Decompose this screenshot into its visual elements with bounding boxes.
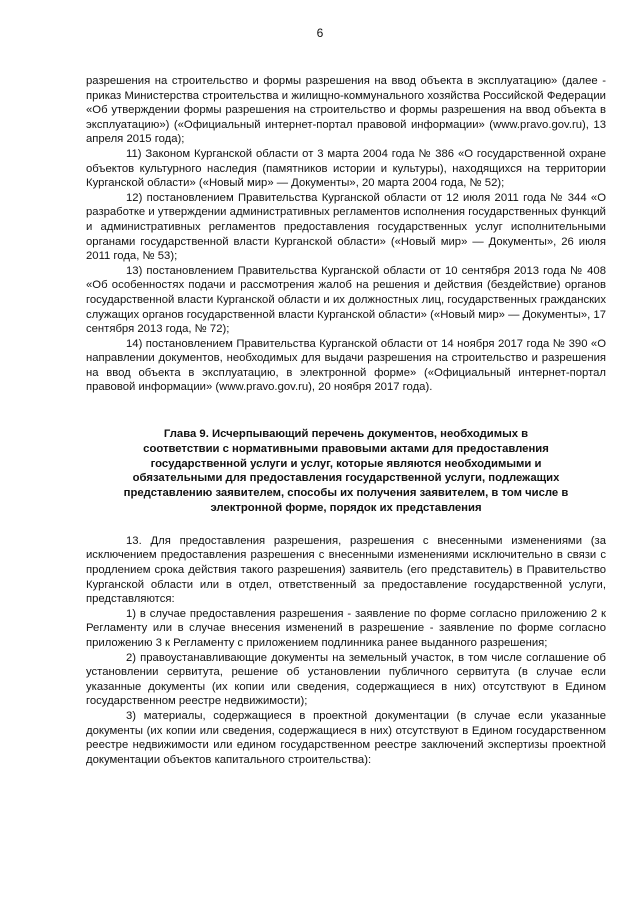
- paragraph: 3) материалы, содержащиеся в проектной документации (в случае если указанные документы (их копии или сведения, содержащиеся в них) отсутствуют в Едином государственном реестре недвижимости или едином государственном реестре заключений экспертизы проектной документации объектов капитального строительства):: [86, 709, 606, 766]
- paragraph: разрешения на строительство и формы разрешения на ввод объекта в эксплуатацию» (далее - приказ Министерства строительства и жилищно-коммунального хозяйства Российской Федерации «Об утверждении формы разрешения на строительство и формы разрешения на ввод объекта в эксплуатацию») («Официальный интернет-портал правовой информации» (www.pravo.gov.ru), 13 апреля 2015 года);: [86, 75, 606, 146]
- heading-line: соответствии с нормативными правовыми актами для предоставления: [143, 442, 549, 455]
- heading-line: Глава 9. Исчерпывающий перечень документов, необходимых в: [163, 428, 529, 441]
- heading-line: электронной форме, порядок их представления: [210, 502, 482, 515]
- paragraph: 1) в случае предоставления разрешения - заявление по форме согласно приложению 2 к Регламенту или в случае внесения изменений в разрешение - заявление по форме согласно приложению 3 к Регламенту с приложением подлинника ранее выданного разрешения;: [86, 607, 606, 649]
- chapter-heading: [86, 427, 606, 516]
- page-number: 6: [316, 26, 324, 40]
- document-body: [86, 74, 606, 767]
- heading-line: обязательными для предоставления государственной услуги, подлежащих: [132, 472, 560, 485]
- paragraph: 2) правоустанавливающие документы на земельный участок, в том числе соглашение об установлении сервитута, решение об установлении публичного сервитута (в случае если указанные документы (их копии или сведения, содержащиеся в них) отсутствуют в Едином государственном реестре недвижимости);: [86, 651, 606, 708]
- paragraphs-before-heading: [86, 74, 606, 395]
- heading-line: государственной услуги и услуг, которые являются необходимыми и: [150, 457, 542, 470]
- paragraph: 13) постановлением Правительства Курганской области от 10 сентября 2013 года № 408 «Об особенностях подачи и рассмотрения жалоб на решения и действия (бездействие) органов государственной власти Курганской области и их должностных лиц, государственных гражданских служащих органов государственной власти Курганской области» («Новый мир» — Документы», 17 сентября 2013 года, № 72);: [86, 264, 606, 336]
- paragraph: 12) постановлением Правительства Курганской области от 12 июля 2011 года № 344 «О разработке и утверждении административных регламентов исполнения государственных функций и административных регламентов предоставления государственных услуг исполнительными органами государственной власти Курганской области» («Новый мир» — Документы», 26 июля 2011 года, № 53);: [86, 191, 606, 263]
- paragraph: 13. Для предоставления разрешения, разрешения с внесенными изменениями (за исключением предоставления разрешения с внесенными изменениями исключительно в связи с продлением срока действия такого разрешения) заявитель (его представитель) в Правительство Курганской области или в отдел, ответственный за предоставление государственной услуги, представляются:: [86, 534, 606, 606]
- paragraphs-after-heading: [86, 534, 606, 768]
- heading-line: представлению заявителем, способы их получения заявителем, в том числе в: [123, 487, 569, 500]
- paragraph: 14) постановлением Правительства Курганской области от 14 ноября 2017 года № 390 «О направлении документов, необходимых для выдачи разрешения на строительство и разрешения на ввод объекта в эксплуатацию, в электронной форме» («Официальный интернет-портал правовой информации» (www.pravo.gov.ru), 20 ноября 2017 года).: [86, 337, 606, 394]
- paragraph: 11) Законом Курганской области от 3 марта 2004 года № 386 «О государственной охране объектов культурного наследия (памятников истории и культуры), находящихся на территории Курганской области» («Новый мир» — Документы», 20 марта 2004 года, № 52);: [86, 147, 606, 190]
